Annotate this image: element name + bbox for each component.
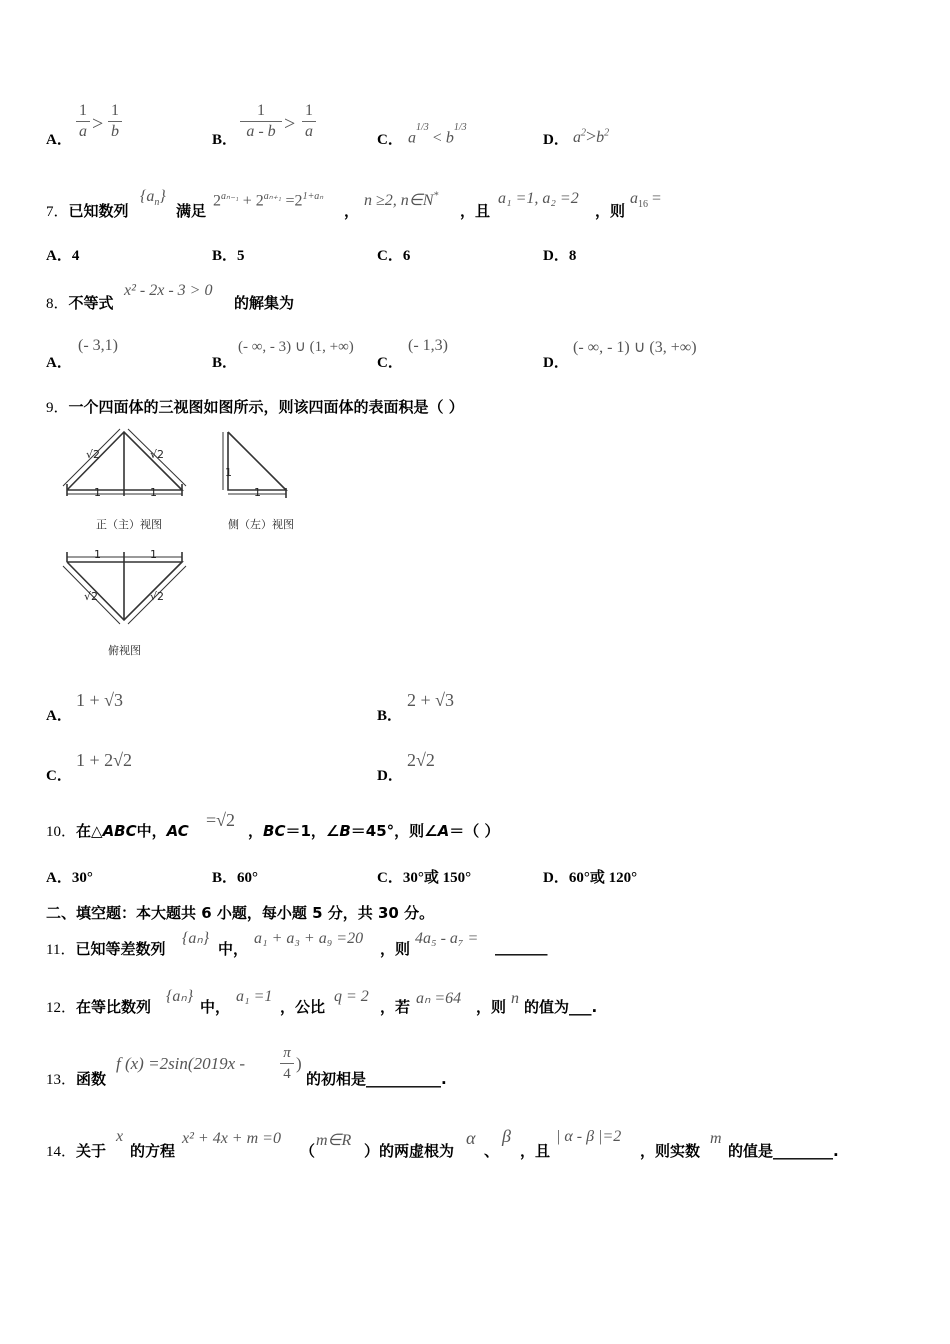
condition: m∈R xyxy=(316,1132,352,1149)
separator: 、 xyxy=(484,1142,500,1160)
text: 中， xyxy=(218,940,249,958)
option-label: A． xyxy=(46,248,72,264)
option-label: D． xyxy=(543,355,569,371)
text: 函数 xyxy=(76,1070,107,1088)
option-value: 6 xyxy=(402,248,411,264)
option-value: 4 xyxy=(71,248,80,264)
text: ，则实数 xyxy=(640,1142,701,1160)
question-number: 8． xyxy=(46,296,69,312)
text: 满足 xyxy=(176,202,207,220)
cond-text: n ≥2, n∈N xyxy=(364,192,434,209)
option-value: 30°或 150° xyxy=(402,870,472,886)
equation xyxy=(213,191,323,210)
text: ）的两虚根为 xyxy=(364,1142,455,1160)
equals: =2 xyxy=(281,192,303,210)
initial-conditions: a₁ =1, a₂ =2 xyxy=(498,190,579,207)
condition xyxy=(364,190,438,210)
variable-n: n xyxy=(511,990,519,1007)
option-label: C． xyxy=(46,768,72,784)
top-view-diagram xyxy=(62,548,192,626)
question-number: 14． xyxy=(46,1144,77,1160)
option-label: B． xyxy=(212,132,238,148)
dimension-label: √2 xyxy=(86,448,101,461)
seq-open: {a xyxy=(140,188,155,205)
text: 中， xyxy=(200,998,231,1016)
equation: x² + 4x + m =0 xyxy=(182,1130,281,1147)
q7-options xyxy=(0,244,950,284)
text: ，若 xyxy=(380,998,411,1016)
text: 一个四面体的三视图如图所示，则该四面体的表面积是（ ） xyxy=(68,398,464,416)
equation: a₁ =1 xyxy=(236,988,273,1005)
text: 已知等差数列 xyxy=(75,940,166,958)
exponent: 2 xyxy=(581,127,586,139)
ac-value: =√2 xyxy=(206,810,236,830)
option-value[interactable]: 2 + √3 xyxy=(407,690,455,710)
dimension-label: 1 xyxy=(225,466,232,479)
q9-options-ab xyxy=(0,690,950,730)
option-value: 60°或 120° xyxy=(568,870,638,886)
seq-sub: n xyxy=(154,197,160,209)
angle-b: B xyxy=(339,822,351,840)
text: 在△ xyxy=(76,822,103,840)
option-a[interactable] xyxy=(46,866,93,887)
option-label: A． xyxy=(46,708,72,724)
question-text-cont xyxy=(248,820,499,841)
base: a xyxy=(573,129,581,146)
abs-condition: | α - β |=2 xyxy=(556,1128,622,1145)
question-number: 10． xyxy=(46,824,77,840)
question-text xyxy=(46,1068,106,1089)
fraction: 1 b xyxy=(108,102,122,141)
sequence-notation: {aₙ} xyxy=(166,988,194,1005)
option-label: B． xyxy=(212,355,238,371)
fraction: 1 a - b xyxy=(240,102,282,141)
text: ，则 xyxy=(476,998,507,1016)
target-var: a xyxy=(630,190,638,207)
dimension-label: 1 xyxy=(94,548,101,561)
text[interactable]: 的值是________. xyxy=(728,1142,839,1160)
option-value[interactable]: 1 + √3 xyxy=(76,690,124,710)
target xyxy=(630,190,661,210)
dimension-label: 1 xyxy=(94,486,101,499)
dimension-label: √2 xyxy=(150,448,165,461)
option-label: C． xyxy=(377,870,403,886)
question-text xyxy=(46,292,114,313)
equation: q = 2 xyxy=(334,988,369,1005)
option-label: D． xyxy=(543,870,569,886)
text: ，公比 xyxy=(280,998,326,1016)
fraction: 1 a xyxy=(76,102,90,141)
operator: > xyxy=(586,126,597,146)
option-label: B． xyxy=(212,870,238,886)
text: ＝（ ） xyxy=(449,822,500,840)
question-number: 7． xyxy=(46,204,69,220)
comma: ， xyxy=(344,202,360,220)
front-view-caption: 正（主）视图 xyxy=(96,518,162,531)
option-value[interactable]: (- 1,3) xyxy=(408,337,448,354)
text: ＝45°，则∠ xyxy=(350,822,438,840)
option-label: C． xyxy=(377,355,403,371)
inequality: x² - 2x - 3 > 0 xyxy=(124,282,213,299)
option-d[interactable] xyxy=(543,866,637,887)
answer-blank[interactable]: _______ xyxy=(495,938,548,956)
math-expr xyxy=(408,122,467,147)
q9-options-cd xyxy=(0,750,950,790)
text: ，则 xyxy=(595,202,626,220)
front-view-diagram xyxy=(62,428,192,500)
option-b[interactable] xyxy=(212,244,245,265)
dimension-label: 1 xyxy=(254,486,261,499)
seq-close: } xyxy=(159,188,166,205)
dimension-label: 1 xyxy=(150,486,157,499)
sequence-notation xyxy=(140,188,166,208)
question-text xyxy=(46,396,464,417)
question-7 xyxy=(0,188,950,228)
exponent: aₙ₋₁ xyxy=(221,191,239,202)
question-10 xyxy=(0,808,950,848)
text: 在等比数列 xyxy=(76,998,152,1016)
option-value: 8 xyxy=(568,248,577,264)
text: 中， xyxy=(136,822,167,840)
base: 2 xyxy=(213,192,221,210)
fraction-pi-over-4: π 4 xyxy=(280,1044,294,1083)
close-paren: ) xyxy=(296,1054,302,1073)
text: 的方程 xyxy=(130,1142,176,1160)
root-beta: β xyxy=(502,1126,511,1146)
base: a xyxy=(408,129,416,147)
option-value: 60° xyxy=(237,870,259,886)
option-label: D． xyxy=(543,248,569,264)
text: 关于 xyxy=(76,1142,107,1160)
option-label: C． xyxy=(377,248,403,264)
option-label: A． xyxy=(46,870,72,886)
text: ＝1，∠ xyxy=(285,822,340,840)
question-number: 13． xyxy=(46,1072,77,1088)
equation: a₁ + a₃ + a₉ =20 xyxy=(254,930,364,947)
target-eq: = xyxy=(648,190,662,207)
option-label: C． xyxy=(377,132,403,148)
text: ，且 xyxy=(460,202,491,220)
triangle-name: ABC xyxy=(102,822,137,840)
exponent: 1/3 xyxy=(416,122,429,133)
variable-m: m xyxy=(710,1130,722,1147)
option-value[interactable]: (- ∞, - 1) ∪ (3, +∞) xyxy=(573,339,697,356)
cond-sup: * xyxy=(433,190,439,202)
dimension-label: 1 xyxy=(150,548,157,561)
operator: < xyxy=(432,129,442,147)
option-value[interactable]: 2√2 xyxy=(407,750,435,770)
option-label: A． xyxy=(46,132,72,148)
text: ， xyxy=(248,822,264,840)
operator: > xyxy=(284,113,296,135)
option-c[interactable] xyxy=(377,866,471,887)
question-text xyxy=(46,996,151,1017)
base: b xyxy=(596,129,605,146)
option-d[interactable] xyxy=(543,244,576,265)
question-text xyxy=(46,938,165,959)
text: ，且 xyxy=(520,1142,551,1160)
question-text xyxy=(46,820,189,841)
question-number: 11． xyxy=(46,942,76,958)
q8-options xyxy=(0,335,950,375)
option-a[interactable] xyxy=(46,244,79,265)
equation: aₙ =64 xyxy=(416,990,462,1007)
text: （ xyxy=(300,1142,316,1160)
option-label: B． xyxy=(377,708,403,724)
exponent: aₙ₊₁ xyxy=(263,191,282,202)
operator: > xyxy=(92,113,104,135)
option-label: D． xyxy=(543,132,569,148)
angle-a: A xyxy=(437,822,450,840)
text: ，则 xyxy=(380,940,411,958)
side-ac: AC xyxy=(166,822,189,840)
option-b[interactable] xyxy=(212,866,258,887)
sequence-notation: {aₙ} xyxy=(182,930,210,947)
question-13 xyxy=(0,1044,950,1092)
text[interactable]: 的值为___. xyxy=(524,998,598,1016)
target-expr: 4a₅ - a₇ = xyxy=(415,930,479,947)
variable-x: x xyxy=(116,1128,124,1145)
text: 已知数列 xyxy=(68,202,129,220)
q6-options xyxy=(0,100,950,150)
option-label: A． xyxy=(46,355,72,371)
side-bc: BC xyxy=(263,822,286,840)
question-8 xyxy=(0,280,950,320)
text: 不等式 xyxy=(68,294,114,312)
exponent: 2 xyxy=(604,127,610,139)
target-sub: 16 xyxy=(638,199,648,211)
option-label: B． xyxy=(212,248,238,264)
question-text xyxy=(46,200,129,221)
section-title: 二、填空题：本大题共 6 小题，每小题 5 分，共 30 分。 xyxy=(46,904,435,922)
question-12 xyxy=(0,986,950,1026)
text: 的解集为 xyxy=(234,294,295,312)
text[interactable]: 的初相是__________. xyxy=(306,1070,447,1088)
dimension-label: √2 xyxy=(84,590,99,603)
fraction: 1 a xyxy=(302,102,316,141)
question-14 xyxy=(0,1126,950,1166)
option-label: D． xyxy=(377,768,403,784)
plus: + 2 xyxy=(238,192,264,210)
question-number: 12． xyxy=(46,1000,77,1016)
exponent: 1/3 xyxy=(453,122,467,133)
exponent: 1+aₙ xyxy=(302,191,324,202)
side-view-caption: 侧（左）视图 xyxy=(228,518,294,531)
base: b xyxy=(445,129,454,147)
option-value[interactable]: 1 + 2√2 xyxy=(76,750,133,770)
option-value[interactable]: (- 3,1) xyxy=(78,337,118,354)
question-text xyxy=(46,1140,106,1161)
option-value: 5 xyxy=(237,248,245,264)
root-alpha: α xyxy=(466,1128,476,1148)
function-expr: f (x) =2sin(2019x - xyxy=(116,1054,246,1073)
option-value[interactable]: (- ∞, - 3) ∪ (1, +∞) xyxy=(238,339,354,355)
option-value: 30° xyxy=(71,870,93,886)
math-expr xyxy=(573,126,609,147)
question-number: 9． xyxy=(46,400,69,416)
top-view-caption: 俯视图 xyxy=(108,644,141,657)
dimension-label: √2 xyxy=(150,590,165,603)
question-11 xyxy=(0,926,950,966)
option-c[interactable] xyxy=(377,244,410,265)
